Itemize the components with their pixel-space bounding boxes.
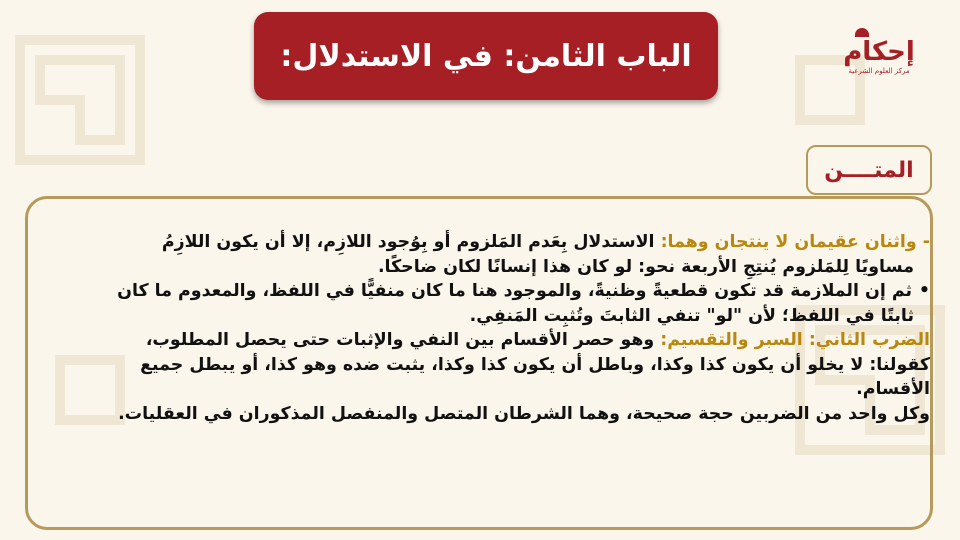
paragraph-3-end bbox=[44, 377, 930, 402]
p1-body2: مساويًا لِلمَلزوم يُنتِجِ الأربعة نحو: لو كان هذا إنسانًا لكان ضاحكًا. bbox=[377, 256, 914, 277]
p2-body2: ثابتًا في اللفظ؛ لأن "لو" تنفي الثابتَ وتُثبِت المَنفِي. bbox=[469, 305, 914, 326]
paragraph-1-cont bbox=[44, 255, 930, 280]
p4-body: وكل واحد من الضربين حجة صحيحة، وهما الشرطان المتصل والمنفصل المذكوران في العقليات. bbox=[118, 403, 930, 424]
p3-body: وهو حصر الأقسام بين النفي والإثبات حتى يحصل المطلوب، bbox=[145, 330, 655, 350]
p3-heading: الضرب الثاني: السبر والتقسيم: bbox=[660, 330, 930, 350]
paragraph-2-cont bbox=[44, 304, 930, 329]
paragraph-1 bbox=[44, 230, 930, 255]
section-label-text: المتــــن bbox=[824, 157, 914, 183]
p1-body: الاستدلال بِعَدم المَلزوم أو بِوُجود اللازِم، إلا أن يكون اللازِمُ bbox=[161, 232, 655, 252]
matn-text bbox=[44, 230, 930, 426]
dome-icon bbox=[855, 28, 869, 37]
bullet-dot: • bbox=[918, 281, 930, 301]
p3-body3: الأقسام. bbox=[856, 379, 930, 399]
slide-title bbox=[254, 12, 718, 100]
p2-body: ثم إن الملازمة قد تكون قطعيةً وظنيةً، والموجود هنا ما كان منفيًّا في اللفظ، والمعدوم ما كان bbox=[117, 281, 912, 301]
paragraph-3 bbox=[44, 328, 930, 353]
logo-tagline: مركز العلوم الشرعية bbox=[848, 67, 910, 75]
paragraph-3-cont bbox=[44, 353, 930, 378]
title-text: الباب الثامن: في الاستدلال: bbox=[280, 38, 692, 74]
paragraph-2 bbox=[44, 279, 930, 304]
section-label bbox=[806, 145, 932, 195]
p1-marker: - bbox=[922, 232, 930, 252]
p3-body2: كقولنا: لا يخلو أن يكون كذا وكذا، وباطل أن يكون كذا وكذا، يثبت ضده وهو كذا، أو يبطل جميع bbox=[140, 354, 930, 375]
p1-heading: واثنان عقيمان لا ينتجان وهما: bbox=[660, 232, 917, 252]
logo-word: إحكام bbox=[843, 37, 915, 67]
paragraph-4 bbox=[44, 402, 930, 427]
brand-logo bbox=[843, 28, 915, 94]
